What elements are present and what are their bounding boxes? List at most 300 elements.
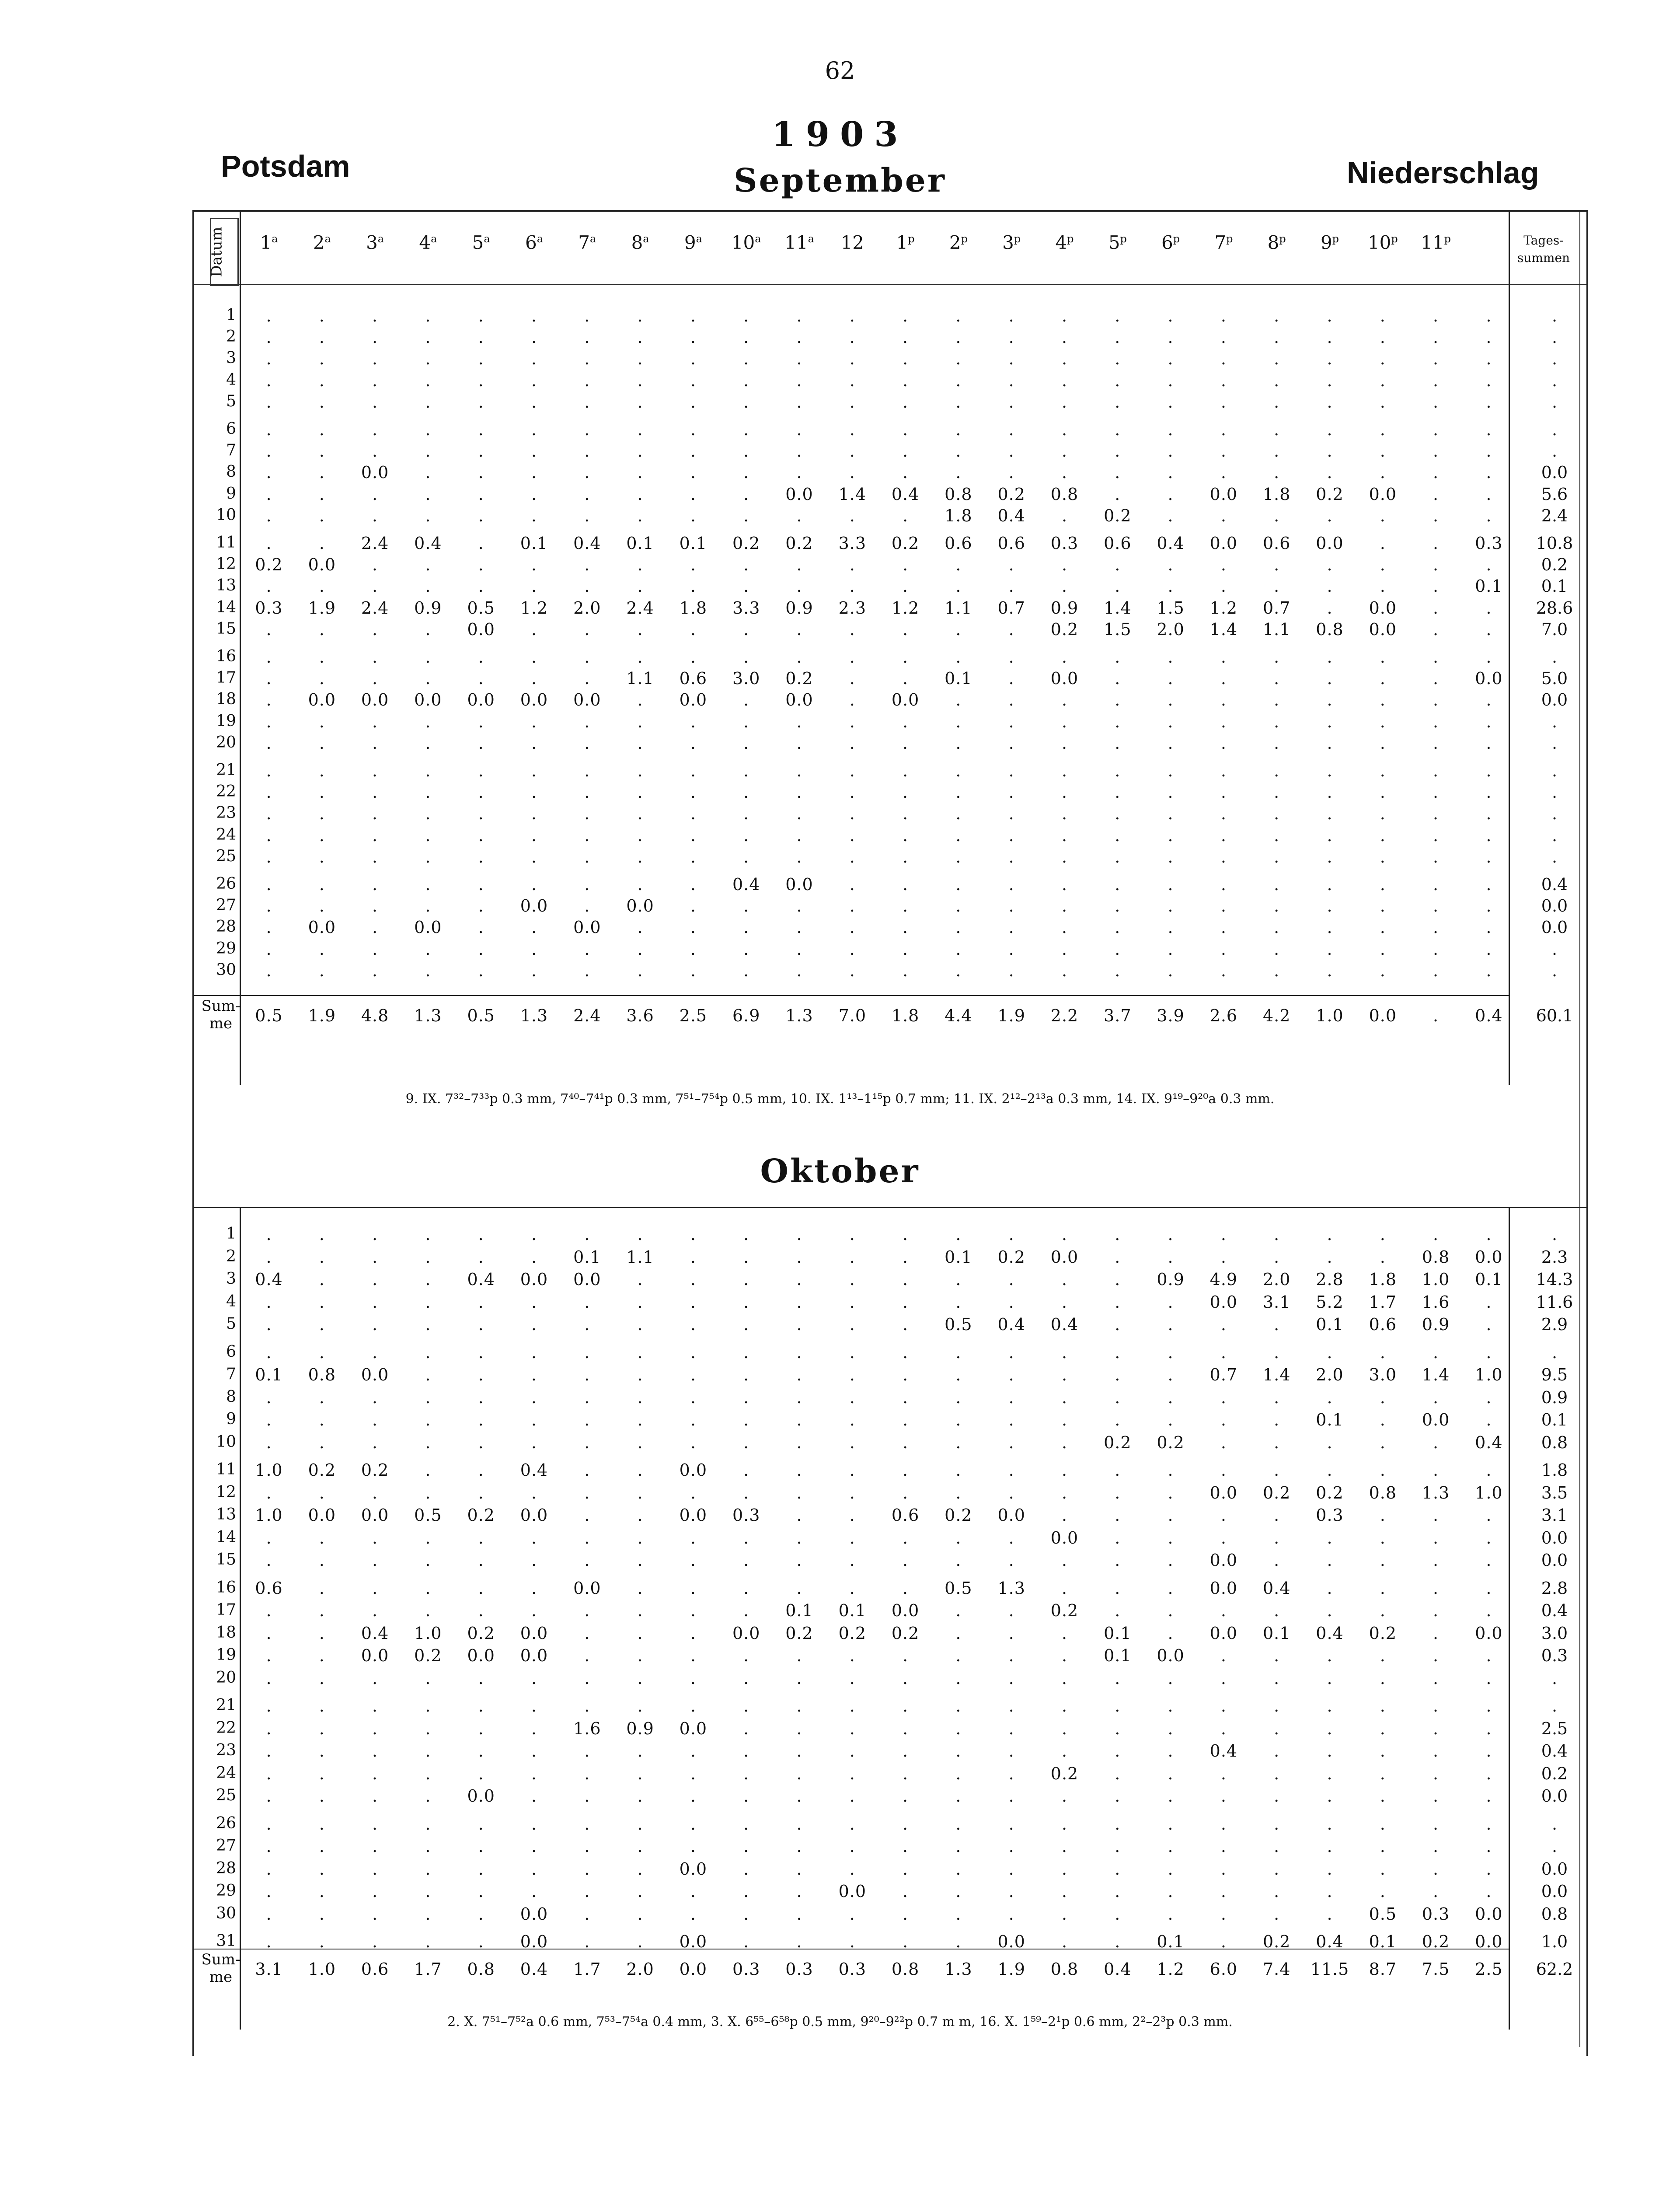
- no-precip-dot: .: [637, 619, 643, 639]
- no-precip-dot: .: [478, 1837, 484, 1856]
- no-precip-dot: .: [1327, 1764, 1333, 1783]
- no-precip-dot: .: [425, 1292, 431, 1312]
- daily-total: 0.4: [1541, 875, 1568, 894]
- no-precip-dot: .: [531, 1859, 537, 1879]
- no-precip-dot: .: [425, 1668, 431, 1688]
- no-precip-dot: .: [372, 506, 378, 525]
- daily-total: .: [1551, 441, 1558, 461]
- no-precip-dot: .: [1168, 1551, 1174, 1570]
- no-precip-dot: .: [478, 1668, 484, 1688]
- no-precip-dot: .: [1486, 1646, 1492, 1665]
- no-precip-dot: .: [1380, 783, 1386, 802]
- no-precip-dot: .: [1380, 1551, 1386, 1570]
- monthly-total: 60.1: [1536, 1006, 1573, 1025]
- no-precip-dot: .: [1061, 1623, 1068, 1643]
- no-precip-dot: .: [743, 370, 749, 390]
- no-precip-dot: .: [743, 420, 749, 439]
- no-precip-dot: .: [1380, 534, 1386, 553]
- no-precip-dot: .: [584, 961, 590, 980]
- no-precip-dot: .: [849, 761, 855, 780]
- no-precip-dot: .: [1061, 761, 1068, 780]
- precip-value: 0.2: [891, 534, 920, 553]
- no-precip-dot: .: [1061, 712, 1068, 731]
- no-precip-dot: .: [478, 1292, 484, 1312]
- no-precip-dot: .: [1061, 1859, 1068, 1879]
- no-precip-dot: .: [796, 1719, 802, 1738]
- row-day-label: 17: [216, 1601, 236, 1619]
- precip-value: 0.0: [414, 690, 442, 710]
- tages-summen-label: Tages-: [1523, 233, 1564, 248]
- precip-value: 0.3: [1316, 1506, 1344, 1525]
- no-precip-dot: .: [1327, 370, 1333, 390]
- no-precip-dot: .: [1061, 1225, 1068, 1244]
- hourly-sum: 4.8: [361, 1006, 389, 1025]
- no-precip-dot: .: [1433, 1506, 1439, 1525]
- no-precip-dot: .: [372, 1410, 378, 1429]
- no-precip-dot: .: [955, 1551, 962, 1570]
- no-precip-dot: .: [478, 306, 484, 325]
- no-precip-dot: .: [849, 1859, 855, 1879]
- no-precip-dot: .: [372, 804, 378, 824]
- no-precip-dot: .: [1115, 1365, 1121, 1384]
- no-precip-dot: .: [1433, 875, 1439, 894]
- no-precip-dot: .: [1115, 1483, 1121, 1502]
- no-precip-dot: .: [584, 463, 590, 482]
- no-precip-dot: .: [372, 1432, 378, 1452]
- no-precip-dot: .: [903, 1551, 909, 1570]
- no-precip-dot: .: [849, 1387, 855, 1407]
- no-precip-dot: .: [690, 328, 696, 347]
- no-precip-dot: .: [372, 669, 378, 688]
- no-precip-dot: .: [903, 349, 909, 369]
- daily-total: 5.0: [1541, 669, 1568, 688]
- no-precip-dot: .: [425, 1225, 431, 1244]
- no-precip-dot: .: [903, 576, 909, 596]
- no-precip-dot: .: [1061, 349, 1068, 369]
- precip-value: 0.0: [414, 918, 442, 937]
- frame-top: [192, 210, 1588, 212]
- no-precip-dot: .: [690, 1365, 696, 1384]
- no-precip-dot: .: [1274, 328, 1280, 347]
- no-precip-dot: .: [266, 647, 272, 667]
- no-precip-dot: .: [1380, 328, 1386, 347]
- no-precip-dot: .: [1380, 1696, 1386, 1715]
- no-precip-dot: .: [1380, 733, 1386, 753]
- no-precip-dot: .: [425, 576, 431, 596]
- no-precip-dot: .: [584, 783, 590, 802]
- no-precip-dot: .: [743, 1551, 749, 1570]
- no-precip-dot: .: [372, 1696, 378, 1715]
- no-precip-dot: .: [266, 1668, 272, 1688]
- no-precip-dot: .: [849, 647, 855, 667]
- no-precip-dot: .: [796, 939, 802, 959]
- row-day-label: 21: [216, 761, 236, 779]
- no-precip-dot: .: [1220, 1668, 1227, 1688]
- no-precip-dot: .: [903, 1315, 909, 1334]
- no-precip-dot: .: [796, 1764, 802, 1783]
- no-precip-dot: .: [1115, 463, 1121, 482]
- no-precip-dot: .: [584, 1342, 590, 1362]
- no-precip-dot: .: [1274, 1410, 1280, 1429]
- no-precip-dot: .: [690, 576, 696, 596]
- no-precip-dot: .: [849, 370, 855, 390]
- precip-value: 0.1: [945, 1247, 972, 1267]
- no-precip-dot: .: [1274, 1814, 1280, 1834]
- no-precip-dot: .: [319, 1814, 325, 1834]
- no-precip-dot: .: [319, 961, 325, 980]
- no-precip-dot: .: [372, 918, 378, 937]
- no-precip-dot: .: [1168, 1365, 1174, 1384]
- precip-value: 1.4: [1104, 598, 1132, 618]
- no-precip-dot: .: [1327, 1247, 1333, 1267]
- no-precip-dot: .: [1220, 1786, 1227, 1806]
- no-precip-dot: .: [690, 1741, 696, 1761]
- no-precip-dot: .: [955, 761, 962, 780]
- no-precip-dot: .: [1274, 576, 1280, 596]
- row-day-label: 11: [216, 534, 236, 552]
- no-precip-dot: .: [319, 1432, 325, 1452]
- no-precip-dot: .: [1008, 1270, 1014, 1289]
- row-day-label: 11: [216, 1460, 236, 1478]
- no-precip-dot: .: [478, 484, 484, 504]
- no-precip-dot: .: [584, 1859, 590, 1879]
- no-precip-dot: .: [1115, 733, 1121, 753]
- no-precip-dot: .: [1008, 463, 1014, 482]
- daily-total: 28.6: [1536, 598, 1573, 618]
- no-precip-dot: .: [849, 847, 855, 866]
- column-header-12: 12: [840, 232, 864, 253]
- column-header-10p: 10$^p$: [1367, 232, 1398, 253]
- hourly-sum: 0.4: [1475, 1006, 1503, 1025]
- daily-total: 3.0: [1541, 1623, 1568, 1643]
- no-precip-dot: .: [690, 1551, 696, 1570]
- no-precip-dot: .: [1008, 647, 1014, 667]
- no-precip-dot: .: [849, 1460, 855, 1480]
- no-precip-dot: .: [1380, 712, 1386, 731]
- no-precip-dot: .: [1168, 1292, 1174, 1312]
- no-precip-dot: .: [1486, 1342, 1492, 1362]
- no-precip-dot: .: [690, 1837, 696, 1856]
- precip-value: 0.0: [361, 463, 389, 482]
- precip-value: 0.2: [467, 1506, 495, 1525]
- no-precip-dot: .: [1274, 1668, 1280, 1688]
- precip-value: 0.0: [573, 1578, 601, 1598]
- no-precip-dot: .: [690, 370, 696, 390]
- no-precip-dot: .: [637, 1578, 643, 1598]
- no-precip-dot: .: [584, 1365, 590, 1384]
- precip-value: 0.0: [785, 484, 813, 504]
- no-precip-dot: .: [478, 647, 484, 667]
- no-precip-dot: .: [1115, 1904, 1121, 1924]
- no-precip-dot: .: [1008, 420, 1014, 439]
- no-precip-dot: .: [637, 392, 643, 412]
- precip-value: 0.4: [520, 1460, 548, 1480]
- no-precip-dot: .: [478, 370, 484, 390]
- precip-value: 0.0: [520, 690, 548, 710]
- no-precip-dot: .: [1115, 875, 1121, 894]
- hourly-sum: 1.9: [997, 1960, 1025, 1979]
- precip-value: 1.4: [1262, 1365, 1291, 1384]
- no-precip-dot: .: [1168, 463, 1174, 482]
- no-precip-dot: .: [478, 1387, 484, 1407]
- no-precip-dot: .: [796, 1814, 802, 1834]
- precip-value: 0.1: [626, 534, 654, 553]
- no-precip-dot: .: [1486, 555, 1492, 575]
- no-precip-dot: .: [584, 825, 590, 845]
- no-precip-dot: .: [531, 761, 537, 780]
- no-precip-dot: .: [1486, 939, 1492, 959]
- no-precip-dot: .: [531, 1837, 537, 1856]
- no-precip-dot: .: [1168, 1904, 1174, 1924]
- no-precip-dot: .: [955, 370, 962, 390]
- no-precip-dot: .: [1327, 1460, 1333, 1480]
- no-precip-dot: .: [955, 328, 962, 347]
- row-day-label: 4: [226, 370, 236, 389]
- no-precip-dot: .: [319, 1668, 325, 1688]
- precip-value: 0.0: [361, 1646, 389, 1665]
- column-header-8a: 8$^a$: [631, 232, 649, 253]
- precip-value: 0.0: [520, 1506, 548, 1525]
- no-precip-dot: .: [903, 1387, 909, 1407]
- header-bottom: [192, 284, 1588, 285]
- precip-value: 2.4: [626, 598, 654, 618]
- no-precip-dot: .: [531, 1814, 537, 1834]
- no-precip-dot: .: [903, 506, 909, 525]
- precip-value: 0.0: [1422, 1410, 1450, 1429]
- no-precip-dot: .: [1380, 1764, 1386, 1783]
- hourly-sum: 0.3: [785, 1960, 813, 1979]
- no-precip-dot: .: [1008, 1859, 1014, 1879]
- no-precip-dot: .: [1433, 825, 1439, 845]
- no-precip-dot: .: [849, 733, 855, 753]
- no-precip-dot: .: [372, 961, 378, 980]
- no-precip-dot: .: [1168, 306, 1174, 325]
- precip-value: 0.0: [1050, 1247, 1079, 1267]
- no-precip-dot: .: [584, 804, 590, 824]
- no-precip-dot: .: [743, 1859, 749, 1879]
- no-precip-dot: .: [690, 1882, 696, 1901]
- no-precip-dot: .: [1168, 804, 1174, 824]
- precip-value: 0.5: [1369, 1904, 1397, 1924]
- no-precip-dot: .: [1220, 463, 1227, 482]
- no-precip-dot: .: [1380, 1578, 1386, 1598]
- no-precip-dot: .: [478, 1859, 484, 1879]
- no-precip-dot: .: [637, 1623, 643, 1643]
- no-precip-dot: .: [1274, 647, 1280, 667]
- no-precip-dot: .: [1486, 619, 1492, 639]
- no-precip-dot: .: [796, 1932, 802, 1951]
- no-precip-dot: .: [903, 1410, 909, 1429]
- daily-total: 11.6: [1536, 1292, 1573, 1312]
- no-precip-dot: .: [955, 619, 962, 639]
- no-precip-dot: .: [796, 1342, 802, 1362]
- no-precip-dot: .: [584, 1460, 590, 1480]
- no-precip-dot: .: [1327, 1601, 1333, 1620]
- no-precip-dot: .: [1433, 1764, 1439, 1783]
- no-precip-dot: .: [690, 1786, 696, 1806]
- hourly-sum: 0.4: [520, 1960, 548, 1979]
- no-precip-dot: .: [1327, 1578, 1333, 1598]
- no-precip-dot: .: [1327, 1837, 1333, 1856]
- no-precip-dot: .: [637, 463, 643, 482]
- no-precip-dot: .: [849, 669, 855, 688]
- no-precip-dot: .: [690, 896, 696, 916]
- no-precip-dot: .: [1274, 783, 1280, 802]
- no-precip-dot: .: [266, 939, 272, 959]
- no-precip-dot: .: [1380, 463, 1386, 482]
- no-precip-dot: .: [1380, 555, 1386, 575]
- no-precip-dot: .: [1115, 1696, 1121, 1715]
- no-precip-dot: .: [1274, 1342, 1280, 1362]
- no-precip-dot: .: [637, 1882, 643, 1901]
- precip-value: 0.1: [573, 1247, 601, 1267]
- daily-total: 2.9: [1541, 1315, 1568, 1334]
- precip-value: 0.0: [573, 690, 601, 710]
- no-precip-dot: .: [1061, 825, 1068, 845]
- hourly-sum: 3.9: [1157, 1006, 1185, 1025]
- no-precip-dot: .: [478, 1719, 484, 1738]
- no-precip-dot: .: [1168, 1225, 1174, 1244]
- no-precip-dot: .: [478, 896, 484, 916]
- no-precip-dot: .: [372, 619, 378, 639]
- no-precip-dot: .: [955, 1270, 962, 1289]
- no-precip-dot: .: [425, 1270, 431, 1289]
- no-precip-dot: .: [1220, 1837, 1227, 1856]
- precip-value: 0.0: [679, 690, 708, 710]
- hourly-sum: 0.0: [679, 1960, 708, 1979]
- no-precip-dot: .: [478, 939, 484, 959]
- no-precip-dot: .: [690, 875, 696, 894]
- no-precip-dot: .: [425, 420, 431, 439]
- no-precip-dot: .: [743, 1270, 749, 1289]
- no-precip-dot: .: [796, 1696, 802, 1715]
- no-precip-dot: .: [1486, 1528, 1492, 1548]
- precip-value: 2.4: [361, 598, 389, 618]
- no-precip-dot: .: [1008, 733, 1014, 753]
- no-precip-dot: .: [903, 1292, 909, 1312]
- no-precip-dot: .: [372, 1932, 378, 1951]
- no-precip-dot: .: [1115, 1668, 1121, 1688]
- hourly-sum: 3.6: [626, 1006, 654, 1025]
- no-precip-dot: .: [1115, 825, 1121, 845]
- no-precip-dot: .: [1486, 1578, 1492, 1598]
- no-precip-dot: .: [849, 1814, 855, 1834]
- no-precip-dot: .: [372, 825, 378, 845]
- no-precip-dot: .: [1220, 328, 1227, 347]
- no-precip-dot: .: [1380, 1882, 1386, 1901]
- no-precip-dot: .: [372, 1528, 378, 1548]
- precip-value: 0.2: [891, 1623, 920, 1643]
- no-precip-dot: .: [1008, 328, 1014, 347]
- no-precip-dot: .: [531, 392, 537, 412]
- no-precip-dot: .: [584, 1904, 590, 1924]
- no-precip-dot: .: [266, 349, 272, 369]
- no-precip-dot: .: [903, 1741, 909, 1761]
- no-precip-dot: .: [478, 1764, 484, 1783]
- no-precip-dot: .: [1168, 1528, 1174, 1548]
- no-precip-dot: .: [478, 783, 484, 802]
- no-precip-dot: .: [1220, 1528, 1227, 1548]
- no-precip-dot: .: [531, 1292, 537, 1312]
- no-precip-dot: .: [584, 847, 590, 866]
- no-precip-dot: .: [1486, 1410, 1492, 1429]
- no-precip-dot: .: [372, 306, 378, 325]
- no-precip-dot: .: [849, 463, 855, 482]
- precip-value: 0.4: [1209, 1741, 1238, 1761]
- no-precip-dot: .: [1115, 1528, 1121, 1548]
- no-precip-dot: .: [266, 1601, 272, 1620]
- no-precip-dot: .: [1008, 961, 1014, 980]
- no-precip-dot: .: [266, 896, 272, 916]
- no-precip-dot: .: [1327, 1882, 1333, 1901]
- no-precip-dot: .: [584, 420, 590, 439]
- no-precip-dot: .: [478, 1814, 484, 1834]
- precip-value: 1.1: [1262, 619, 1291, 639]
- no-precip-dot: .: [425, 1387, 431, 1407]
- sep-summe-top: [192, 995, 1509, 996]
- column-header-10a: 10$^a$: [731, 232, 761, 253]
- no-precip-dot: .: [266, 875, 272, 894]
- precip-value: 0.0: [308, 1506, 336, 1525]
- no-precip-dot: .: [531, 463, 537, 482]
- no-precip-dot: .: [531, 1764, 537, 1783]
- no-precip-dot: .: [743, 1837, 749, 1856]
- no-precip-dot: .: [478, 1365, 484, 1384]
- no-precip-dot: .: [584, 1814, 590, 1834]
- hourly-sum: 11.5: [1310, 1960, 1349, 1979]
- no-precip-dot: .: [1061, 918, 1068, 937]
- no-precip-dot: .: [531, 619, 537, 639]
- no-precip-dot: .: [1433, 1387, 1439, 1407]
- no-precip-dot: .: [1115, 896, 1121, 916]
- no-precip-dot: .: [1486, 896, 1492, 916]
- no-precip-dot: .: [319, 420, 325, 439]
- no-precip-dot: .: [796, 1786, 802, 1806]
- no-precip-dot: .: [743, 647, 749, 667]
- no-precip-dot: .: [1433, 328, 1439, 347]
- precip-value: 1.6: [573, 1719, 601, 1738]
- no-precip-dot: .: [531, 875, 537, 894]
- no-precip-dot: .: [903, 669, 909, 688]
- page-number: 62: [825, 57, 855, 84]
- no-precip-dot: .: [796, 1837, 802, 1856]
- precip-value: 0.7: [1209, 1365, 1238, 1384]
- no-precip-dot: .: [903, 1342, 909, 1362]
- no-precip-dot: .: [1168, 441, 1174, 461]
- no-precip-dot: .: [1380, 420, 1386, 439]
- no-precip-dot: .: [1486, 1460, 1492, 1480]
- no-precip-dot: .: [637, 1668, 643, 1688]
- no-precip-dot: .: [1168, 1764, 1174, 1783]
- no-precip-dot: .: [1433, 306, 1439, 325]
- precip-value: 0.0: [891, 690, 920, 710]
- precip-value: 0.0: [1209, 534, 1238, 553]
- daily-total: .: [1551, 306, 1558, 325]
- precip-value: 1.3: [997, 1578, 1025, 1598]
- daily-total: 7.0: [1541, 619, 1568, 639]
- no-precip-dot: .: [849, 1764, 855, 1783]
- no-precip-dot: .: [796, 1578, 802, 1598]
- no-precip-dot: .: [796, 576, 802, 596]
- no-precip-dot: .: [1433, 939, 1439, 959]
- no-precip-dot: .: [531, 847, 537, 866]
- no-precip-dot: .: [849, 1483, 855, 1502]
- precip-value: 1.2: [520, 598, 548, 618]
- no-precip-dot: .: [1061, 1432, 1068, 1452]
- no-precip-dot: .: [1274, 1528, 1280, 1548]
- daily-total: 5.6: [1541, 484, 1568, 504]
- no-precip-dot: .: [266, 1483, 272, 1502]
